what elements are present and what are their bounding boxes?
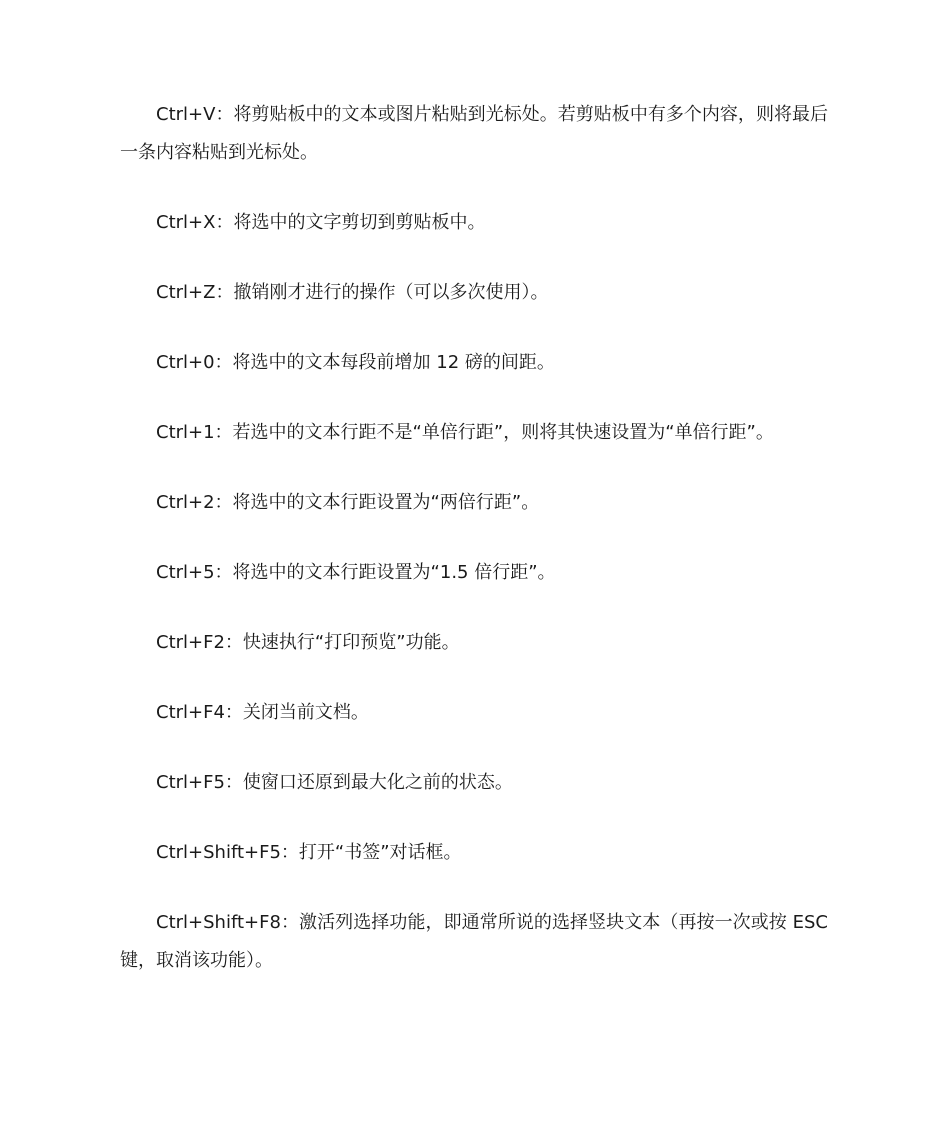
paragraph-ctrl-f5: Ctrl+F5：使窗口还原到最大化之前的状态。 [156,772,513,793]
paragraph-ctrl-v: Ctrl+V：将剪贴板中的文本或图片粘贴到光标处。若剪贴板中有多个内容，则将最后一条内容粘贴到光标处。 [120,104,828,163]
paragraph-ctrl-x: Ctrl+X：将选中的文字剪切到剪贴板中。 [156,212,486,233]
paragraph-ctrl-f2: Ctrl+F2：快速执行“打印预览”功能。 [156,632,460,653]
paragraph-ctrl-shift-f8: Ctrl+Shift+F8：激活列选择功能，即通常所说的选择竖块文本（再按一次或按 ESC 键，取消该功能）。 [120,912,828,971]
paragraph-ctrl-shift-f5: Ctrl+Shift+F5：打开“书签”对话框。 [156,842,462,863]
document-body [120,96,828,1012]
paragraph-ctrl-1: Ctrl+1：若选中的文本行距不是“单倍行距”，则将其快速设置为“单倍行距”。 [156,422,774,443]
paragraph-ctrl-0: Ctrl+0：将选中的文本每段前增加 12 磅的间距。 [156,352,555,373]
paragraph-ctrl-z: Ctrl+Z：撤销刚才进行的操作（可以多次使用）。 [156,282,549,303]
paragraph-ctrl-5: Ctrl+5：将选中的文本行距设置为“1.5 倍行距”。 [156,562,556,583]
paragraph-ctrl-f4: Ctrl+F4：关闭当前文档。 [156,702,369,723]
paragraph-ctrl-2: Ctrl+2：将选中的文本行距设置为“两倍行距”。 [156,492,540,513]
